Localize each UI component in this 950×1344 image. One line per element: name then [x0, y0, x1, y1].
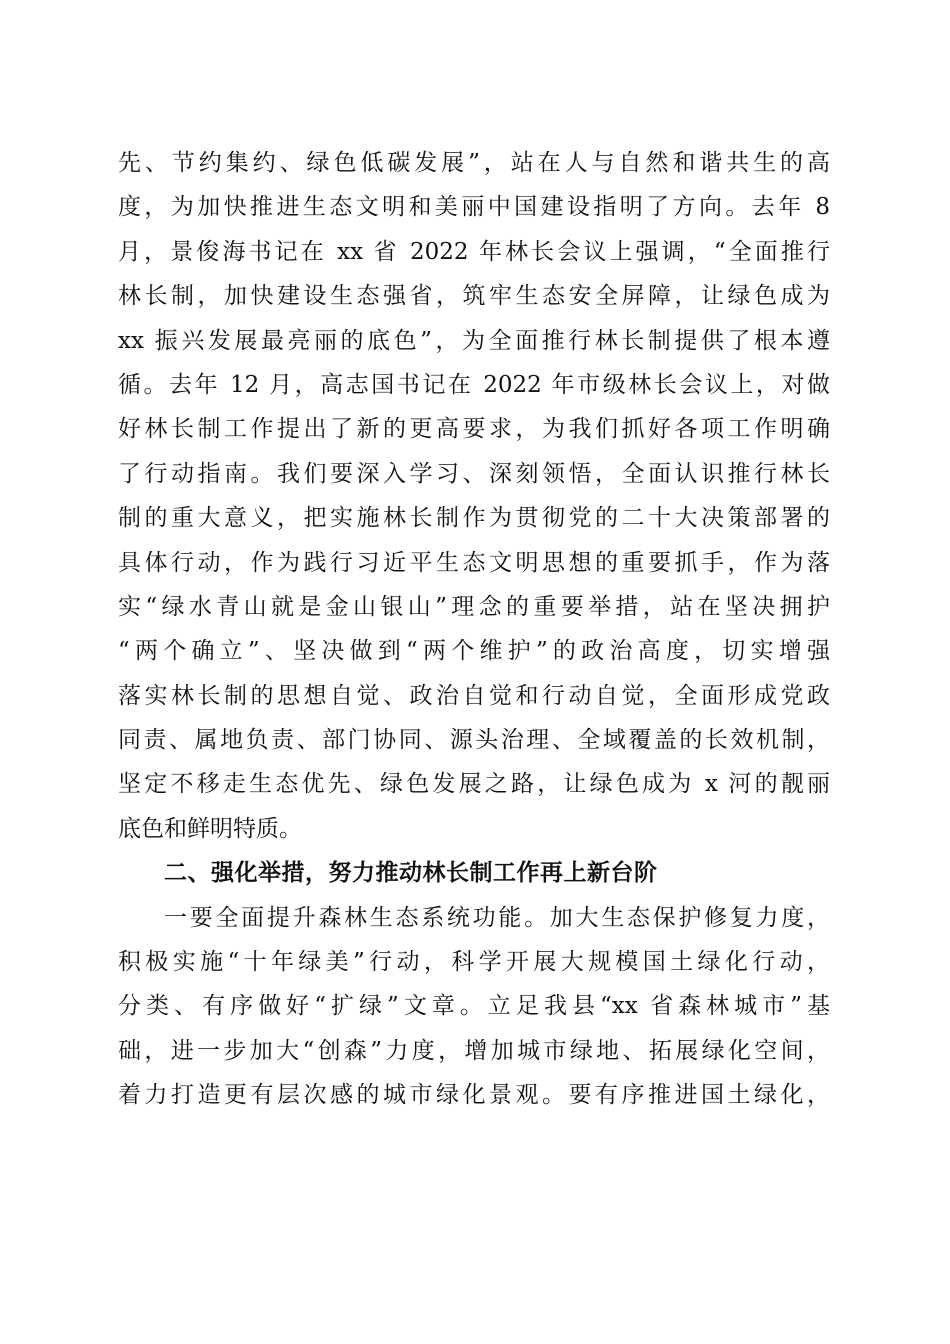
- section-heading: 二、强化举措，努力推动林长制工作再上新台阶: [164, 860, 658, 887]
- text-line: 月，景俊海书记在 xx 省 2022 年林长会议上强调，“全面推行: [118, 238, 830, 265]
- paragraph-2: [118, 896, 830, 1118]
- text-line: 一要全面提升森林生态系统功能。加大生态保护修复力度，: [164, 904, 830, 931]
- text-line: 落实林长制的思想自觉、政治自觉和行动自觉，全面形成党政: [118, 682, 830, 709]
- text-line: 分类、有序做好“扩绿”文章。立足我县“xx 省森林城市”基: [118, 993, 830, 1020]
- text-line: 制的重大意义，把实施林长制作为贯彻党的二十大决策部署的: [118, 505, 830, 532]
- text-line: 具体行动，作为践行习近平生态文明思想的重要抓手，作为落: [118, 549, 830, 576]
- text-line: 同责、属地负责、部门协同、源头治理、全域覆盖的长效机制，: [118, 727, 830, 754]
- text-line: 好林长制工作提出了新的更高要求，为我们抓好各项工作明确: [118, 416, 830, 443]
- text-line: xx 振兴发展最亮丽的底色”，为全面推行林长制提供了根本遵: [118, 327, 830, 354]
- document-body: [118, 141, 830, 1118]
- text-line: 积极实施“十年绿美”行动，科学开展大规模国土绿化行动，: [118, 949, 830, 976]
- text-line: 林长制，加快建设生态强省，筑牢生态安全屏障，让绿色成为: [118, 283, 830, 310]
- text-line: 循。去年 12 月，高志国书记在 2022 年市级林长会议上，对做: [118, 371, 830, 398]
- text-line: 先、节约集约、绿色低碳发展”，站在人与自然和谐共生的高: [118, 150, 830, 176]
- paragraph-1: [118, 141, 830, 851]
- text-line: 实“绿水青山就是金山银山”理念的重要举措，站在坚决拥护: [118, 593, 830, 620]
- text-line: “两个确立”、坚决做到“两个维护”的政治高度，切实增强: [118, 638, 830, 665]
- text-line: 础，进一步加大“创森”力度，增加城市绿地、拓展绿化空间，: [118, 1037, 830, 1064]
- text-line: 坚定不移走生态优先、绿色发展之路，让绿色成为 x 河的靓丽: [118, 771, 830, 798]
- text-line: 度，为加快推进生态文明和美丽中国建设指明了方向。去年 8: [118, 194, 830, 221]
- text-line: 了行动指南。我们要深入学习、深刻领悟，全面认识推行林长: [118, 460, 830, 487]
- text-line: 底色和鲜明特质。: [118, 815, 302, 842]
- text-line: 着力打造更有层次感的城市绿化景观。要有序推进国土绿化，: [118, 1082, 830, 1109]
